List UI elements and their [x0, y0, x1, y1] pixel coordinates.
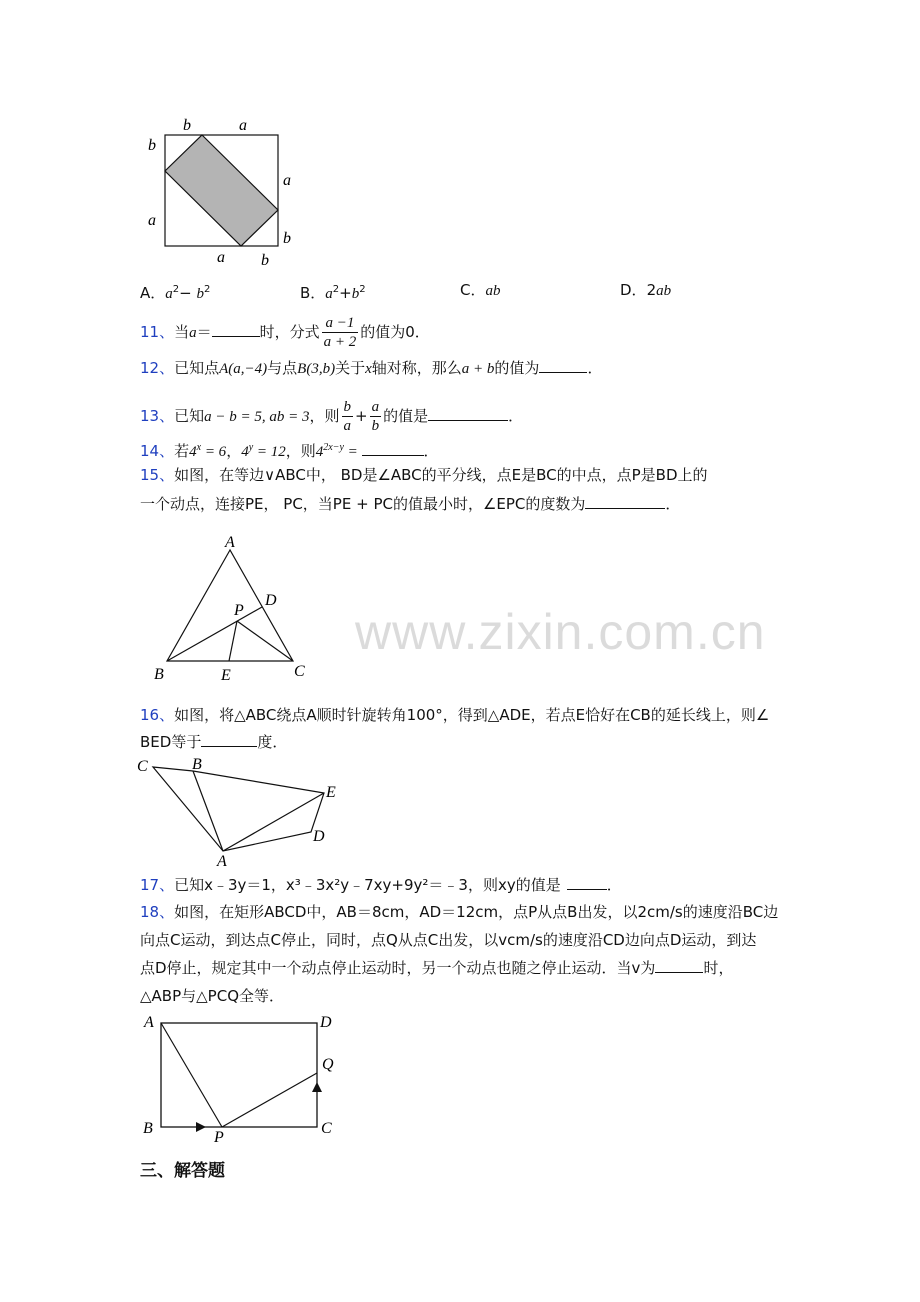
label-D: D	[265, 592, 277, 609]
question-number: 12、	[140, 359, 175, 377]
label-A: A	[225, 534, 235, 551]
outline	[153, 767, 324, 851]
question-16: 16、如图，将△ABC绕点A顺时针旋转角100°，得到△ADE，若点E恰好在CB的延长线上，则∠	[140, 706, 770, 724]
answer-blank[interactable]	[201, 732, 257, 747]
label-right-b: b	[283, 230, 291, 247]
option-b: B．$a^2+b^2$	[300, 284, 366, 302]
label-left-a: a	[148, 212, 156, 229]
answer-blank[interactable]	[428, 406, 508, 421]
answer-blank[interactable]	[567, 875, 607, 890]
label-B: B	[192, 756, 202, 773]
fraction-b-over-a: $\frac{b}{a}$	[343, 399, 351, 434]
question-11: 11、当a＝ 时，分式 $\frac{a -1}{a + 2}$ 的值为0．	[140, 315, 430, 350]
watermark: www.zixin.com.cn	[355, 604, 766, 660]
segment-pe	[229, 621, 237, 661]
answer-blank[interactable]	[212, 322, 260, 337]
label-D: D	[313, 828, 325, 845]
label-bottom-a: a	[217, 249, 225, 266]
label-B: B	[143, 1120, 153, 1137]
option-d: D．2ab	[620, 281, 672, 299]
question-17: 17、已知x﹣3y＝1，x³﹣3x²y﹣7xy+9y²＝﹣3，则xy的值是 ．	[140, 876, 622, 894]
question-number: 15、	[140, 466, 175, 484]
answer-blank[interactable]	[585, 494, 665, 509]
question-13: 13、已知a − b = 5, ab = 3，则 $\frac{b}{a}$ + $\frac{a}{b}$ 的值是 ．	[140, 399, 524, 434]
arrow-right-icon	[196, 1122, 206, 1132]
question-18: 18、如图，在矩形ABCD中，AB＝8cm，AD＝12cm，点P从点B出发，以2cm/s的速度沿BC边	[140, 903, 779, 921]
answer-blank[interactable]	[362, 441, 424, 456]
fraction-a-over-b: $\frac{a}{b}$	[371, 399, 380, 434]
question-number: 14、	[140, 442, 175, 460]
answer-blank[interactable]	[655, 958, 703, 973]
square-figure	[135, 110, 305, 270]
question-number: 17、	[140, 876, 175, 894]
label-B: B	[154, 666, 164, 683]
question-15-line2: 一个动点，连接PE， PC，当PE + PC的值最小时，∠EPC的度数为 ．	[140, 495, 681, 513]
label-right-a: a	[283, 172, 291, 189]
label-C: C	[321, 1120, 332, 1137]
question-14: 14、若$4^x = 6$，$4^y = 12$，则$4^{2x-y}$ = ．	[140, 442, 439, 460]
label-Q: Q	[322, 1056, 334, 1073]
section-title: 三、解答题	[140, 1161, 225, 1181]
segment-bd	[167, 607, 262, 661]
question-number: 16、	[140, 706, 175, 724]
question-number: 18、	[140, 903, 175, 921]
label-E: E	[326, 784, 336, 801]
question-number: 13、	[140, 407, 175, 425]
segment-ae	[223, 793, 324, 851]
label-bottom-b: b	[261, 252, 269, 269]
question-16-line2: BED等于 度．	[140, 733, 288, 751]
answer-blank[interactable]	[539, 358, 587, 373]
label-P: P	[234, 602, 244, 619]
rotation-figure-16	[133, 752, 348, 870]
label-A: A	[144, 1014, 154, 1031]
question-12: 12、已知点A(a,−4)与点B(3,b)关于x轴对称，那么a + b的值为 ．	[140, 359, 603, 377]
label-D: D	[320, 1014, 332, 1031]
label-top-a: a	[239, 117, 247, 134]
fraction: $\frac{a -1}{a + 2}$	[323, 315, 357, 350]
option-a: A．$a^2- b^2$	[140, 284, 211, 302]
arrow-up-icon	[312, 1082, 322, 1092]
rectangle-abcd	[161, 1023, 317, 1127]
label-top-b: b	[183, 117, 191, 134]
question-18-line2: 向点C运动，到达点C停止，同时，点Q从点C出发，以vcm/s的速度沿CD边向点D运动，到达	[140, 931, 757, 949]
triangle-figure-15	[148, 533, 318, 688]
segment-ap	[161, 1023, 222, 1127]
label-P: P	[214, 1129, 224, 1145]
rectangle-figure-18	[140, 1010, 345, 1145]
label-left-b: b	[148, 137, 156, 154]
label-C: C	[137, 758, 148, 775]
question-18-line3: 点D停止，规定其中一个动点停止运动时，另一个动点也随之停止运动．当v为 时，	[140, 959, 734, 977]
segment-pc	[237, 621, 293, 661]
label-C: C	[294, 663, 305, 680]
segment-ab	[193, 771, 223, 851]
shaded-rectangle	[165, 135, 278, 246]
question-18-line4: △ABP与△PCQ全等．	[140, 987, 284, 1005]
label-E: E	[221, 667, 231, 684]
option-c: C．ab	[460, 281, 501, 299]
segment-pq	[222, 1073, 317, 1127]
question-15: 15、如图，在等边∨ABC中， BD是∠ABC的平分线，点E是BC的中点，点P是BD上的	[140, 466, 708, 484]
label-A: A	[217, 853, 227, 870]
question-number: 11、	[140, 323, 175, 341]
